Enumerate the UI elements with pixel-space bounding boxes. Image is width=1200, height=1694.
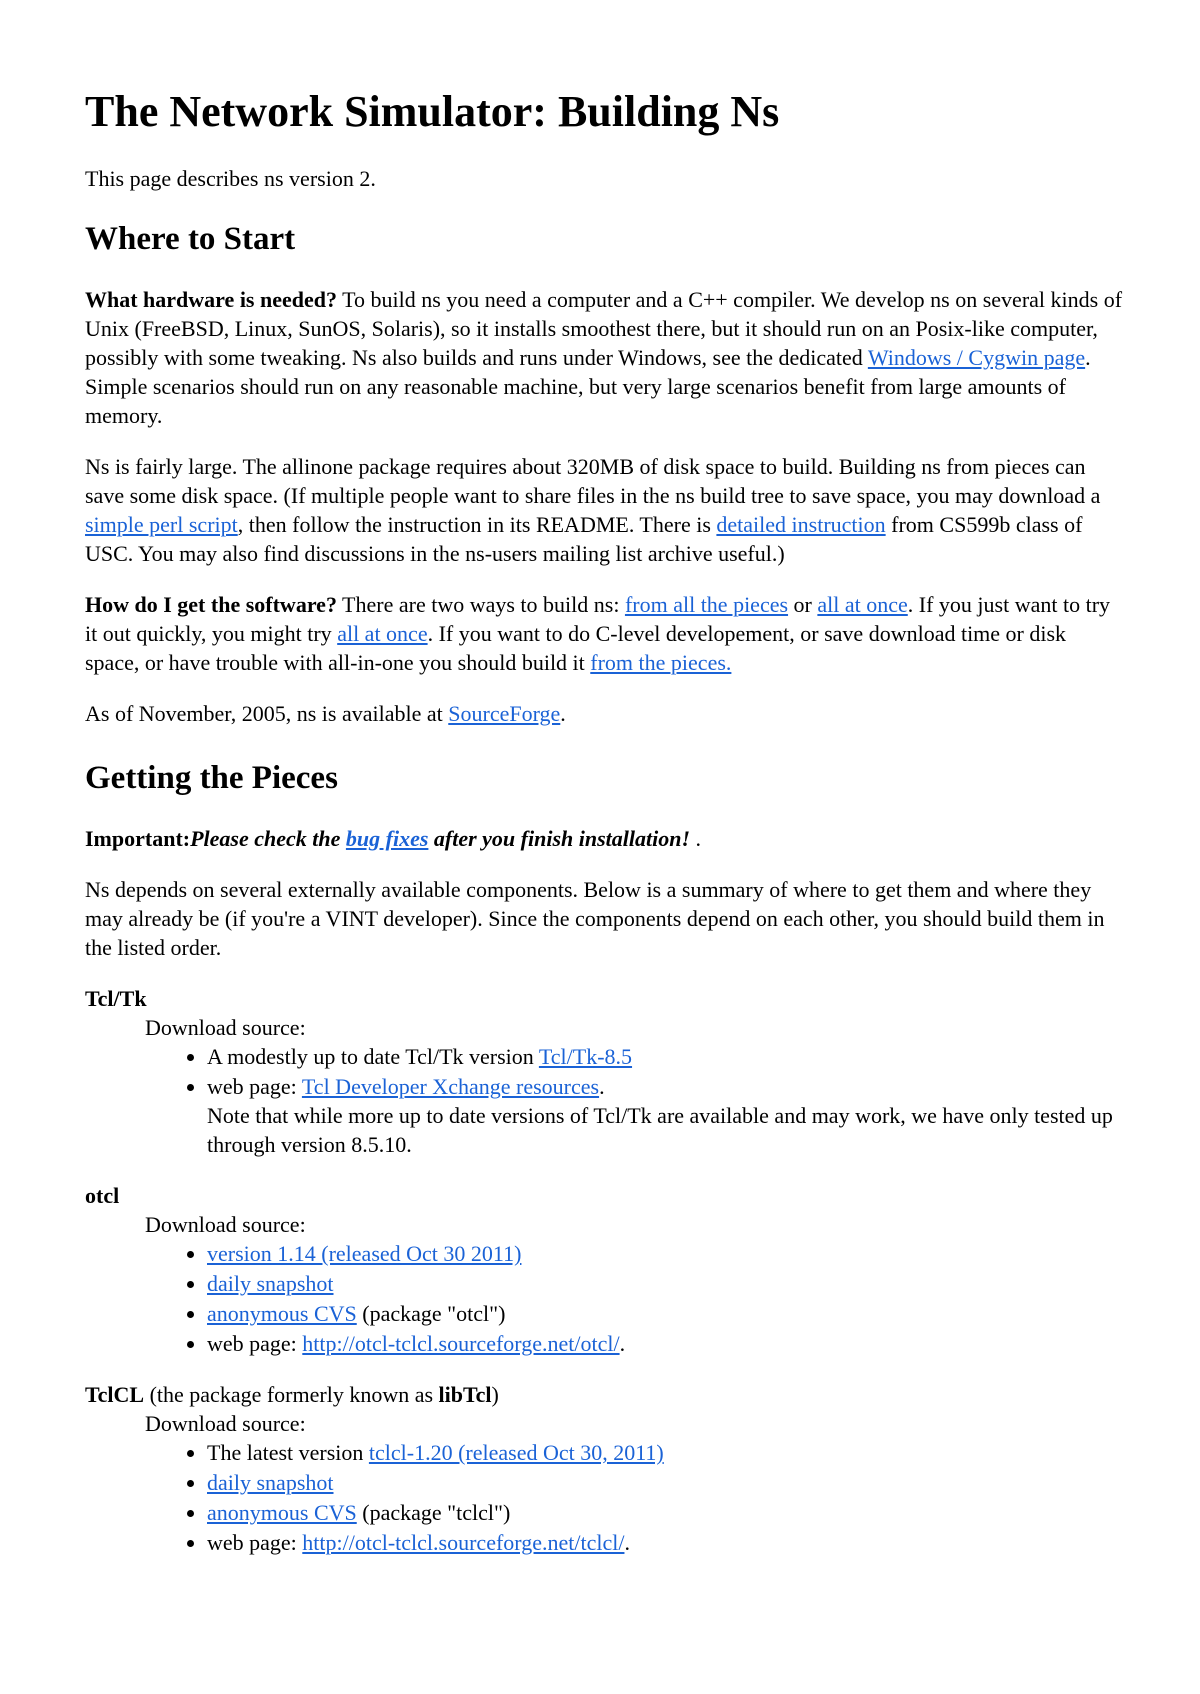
paragraph-size	[85, 452, 1125, 568]
tclcl-snapshot-link[interactable]: daily snapshot	[207, 1470, 334, 1495]
component-name: Tcl/Tk	[85, 986, 147, 1011]
otcl-version-link[interactable]: version 1.14 (released Oct 30 2011)	[207, 1241, 522, 1266]
component-name-text: TclCL	[85, 1382, 145, 1407]
important-note	[85, 824, 1125, 853]
list-item	[207, 1239, 1125, 1268]
important-text: after you finish installation!	[428, 826, 691, 851]
list-item	[207, 1299, 1125, 1328]
component-desc: )	[491, 1382, 499, 1407]
tcl-developer-link[interactable]: Tcl Developer Xchange resources	[301, 1074, 600, 1099]
list-item-text: A modestly up to date Tcl/Tk version	[207, 1044, 539, 1069]
all-pieces-link[interactable]: from all the pieces	[624, 592, 789, 617]
list-item-text: (package "tclcl")	[356, 1500, 511, 1525]
windows-cygwin-link[interactable]: Windows / Cygwin page	[867, 345, 1086, 370]
tcltk-85-link[interactable]: Tcl/Tk-8.5	[538, 1044, 633, 1069]
otcl-cvs-link[interactable]: anonymous CVS	[207, 1301, 357, 1326]
from-pieces-link[interactable]: from the pieces.	[590, 650, 732, 675]
otcl-snapshot-link[interactable]: daily snapshot	[207, 1271, 334, 1296]
component-otcl	[85, 1181, 1125, 1358]
download-list	[85, 1239, 1125, 1358]
heading-getting-pieces: Getting the Pieces	[85, 760, 338, 796]
important-tail: .	[690, 826, 702, 851]
paragraph-hardware	[85, 285, 1125, 430]
list-item-text: .	[619, 1331, 626, 1356]
component-name	[85, 1380, 1125, 1409]
paragraph-text: . Simple scenarios should run on any reasonable machine, but very large scenarios benefit from large amounts of memory.	[85, 345, 1091, 428]
document-body	[85, 86, 1125, 1579]
tclcl-webpage-link[interactable]: http://otcl-tclcl.sourceforge.net/tclcl/	[302, 1530, 625, 1555]
list-item-text: (package "otcl")	[356, 1301, 506, 1326]
list-item	[207, 1072, 1125, 1159]
list-item-text: The latest version	[207, 1440, 369, 1465]
paragraph-text: There are two ways to build ns:	[336, 592, 625, 617]
sourceforge-link[interactable]: SourceForge	[448, 701, 561, 726]
download-list	[85, 1438, 1125, 1557]
paragraph-text: . If you just want to try it out quickly, you might try	[85, 592, 1111, 646]
important-text: Please check the	[190, 826, 346, 851]
component-tcltk	[85, 984, 1125, 1159]
paragraph-software	[85, 590, 1125, 677]
paragraph-text: To build ns you need a computer and a C++ compiler. We develop ns on several kinds of Unix (FreeBSD, Linux, SunOS, Solaris), so it installs smoothest there, but it should run on an Posix-like computer, possibly with some tweaking. Ns also builds and runs under Windows, see the dedicated	[85, 287, 1123, 370]
component-name: otcl	[85, 1183, 120, 1208]
detailed-instruction-link[interactable]: detailed instruction	[716, 512, 886, 537]
paragraph-sourceforge	[85, 699, 1125, 728]
paragraph-text: Ns is fairly large. The allinone package requires about 320MB of disk space to build. Building ns from pieces can save some disk space. (If multiple people want to share files in the ns build tree to save space, you may download a	[85, 454, 1101, 508]
hardware-question: What hardware is needed?	[85, 287, 337, 312]
tcltk-version-note: Note that while more up to date versions of Tcl/Tk are available and may work, we have only tested up through version 8.5.10.	[207, 1103, 1113, 1157]
important-label: Important:	[85, 826, 191, 851]
otcl-webpage-link[interactable]: http://otcl-tclcl.sourceforge.net/otcl/	[302, 1331, 620, 1356]
paragraph-text: . If you want to do C-level developement, or save download time or disk space, or have trouble with all-in-one you should build it	[85, 621, 1067, 675]
list-item	[207, 1468, 1125, 1497]
list-item-text: web page:	[207, 1530, 303, 1555]
component-desc: (the package formerly known as	[144, 1382, 439, 1407]
list-item-text: .	[599, 1074, 605, 1099]
list-item	[207, 1042, 1125, 1071]
intro-text: This page describes ns version 2.	[85, 166, 376, 191]
tclcl-version-link[interactable]: tclcl-1.20 (released Oct 30, 2011)	[368, 1440, 664, 1465]
paragraph-text: from CS599b class of USC. You may also find discussions in the ns-users mailing list archive useful.)	[85, 512, 1083, 566]
all-at-once-link-2[interactable]: all at once	[337, 621, 428, 646]
list-item	[207, 1269, 1125, 1298]
list-item-text: .	[624, 1530, 630, 1555]
perl-script-link[interactable]: simple perl script	[85, 512, 238, 537]
software-question: How do I get the software?	[85, 592, 337, 617]
list-item	[207, 1498, 1125, 1527]
list-item	[207, 1329, 1125, 1358]
paragraph-text: As of November, 2005, ns is available at	[85, 701, 449, 726]
list-item-text: web page:	[207, 1331, 303, 1356]
list-item-text: web page:	[207, 1074, 302, 1099]
download-source-label: Download source:	[145, 1212, 306, 1237]
paragraph-text: , then follow the instruction in its README. There is	[237, 512, 717, 537]
tclcl-cvs-link[interactable]: anonymous CVS	[207, 1500, 357, 1525]
page-title: The Network Simulator: Building Ns	[85, 87, 780, 136]
heading-where-to-start: Where to Start	[85, 221, 296, 257]
components-summary: Ns depends on several externally available components. Below is a summary of where to get them and where they may already be (if you're a VINT developer). Since the components depend on each other, you should build them in the listed order.	[85, 877, 1105, 960]
list-item	[207, 1438, 1125, 1467]
download-list	[85, 1042, 1125, 1159]
all-at-once-link[interactable]: all at once	[817, 592, 908, 617]
list-item	[207, 1528, 1125, 1557]
component-old-name: libTcl	[438, 1382, 492, 1407]
paragraph-text: or	[788, 592, 818, 617]
bug-fixes-link[interactable]: bug fixes	[345, 826, 429, 851]
paragraph-text: .	[560, 701, 566, 726]
download-source-label: Download source:	[145, 1015, 306, 1040]
download-source-label: Download source:	[145, 1411, 306, 1436]
component-tclcl	[85, 1380, 1125, 1557]
